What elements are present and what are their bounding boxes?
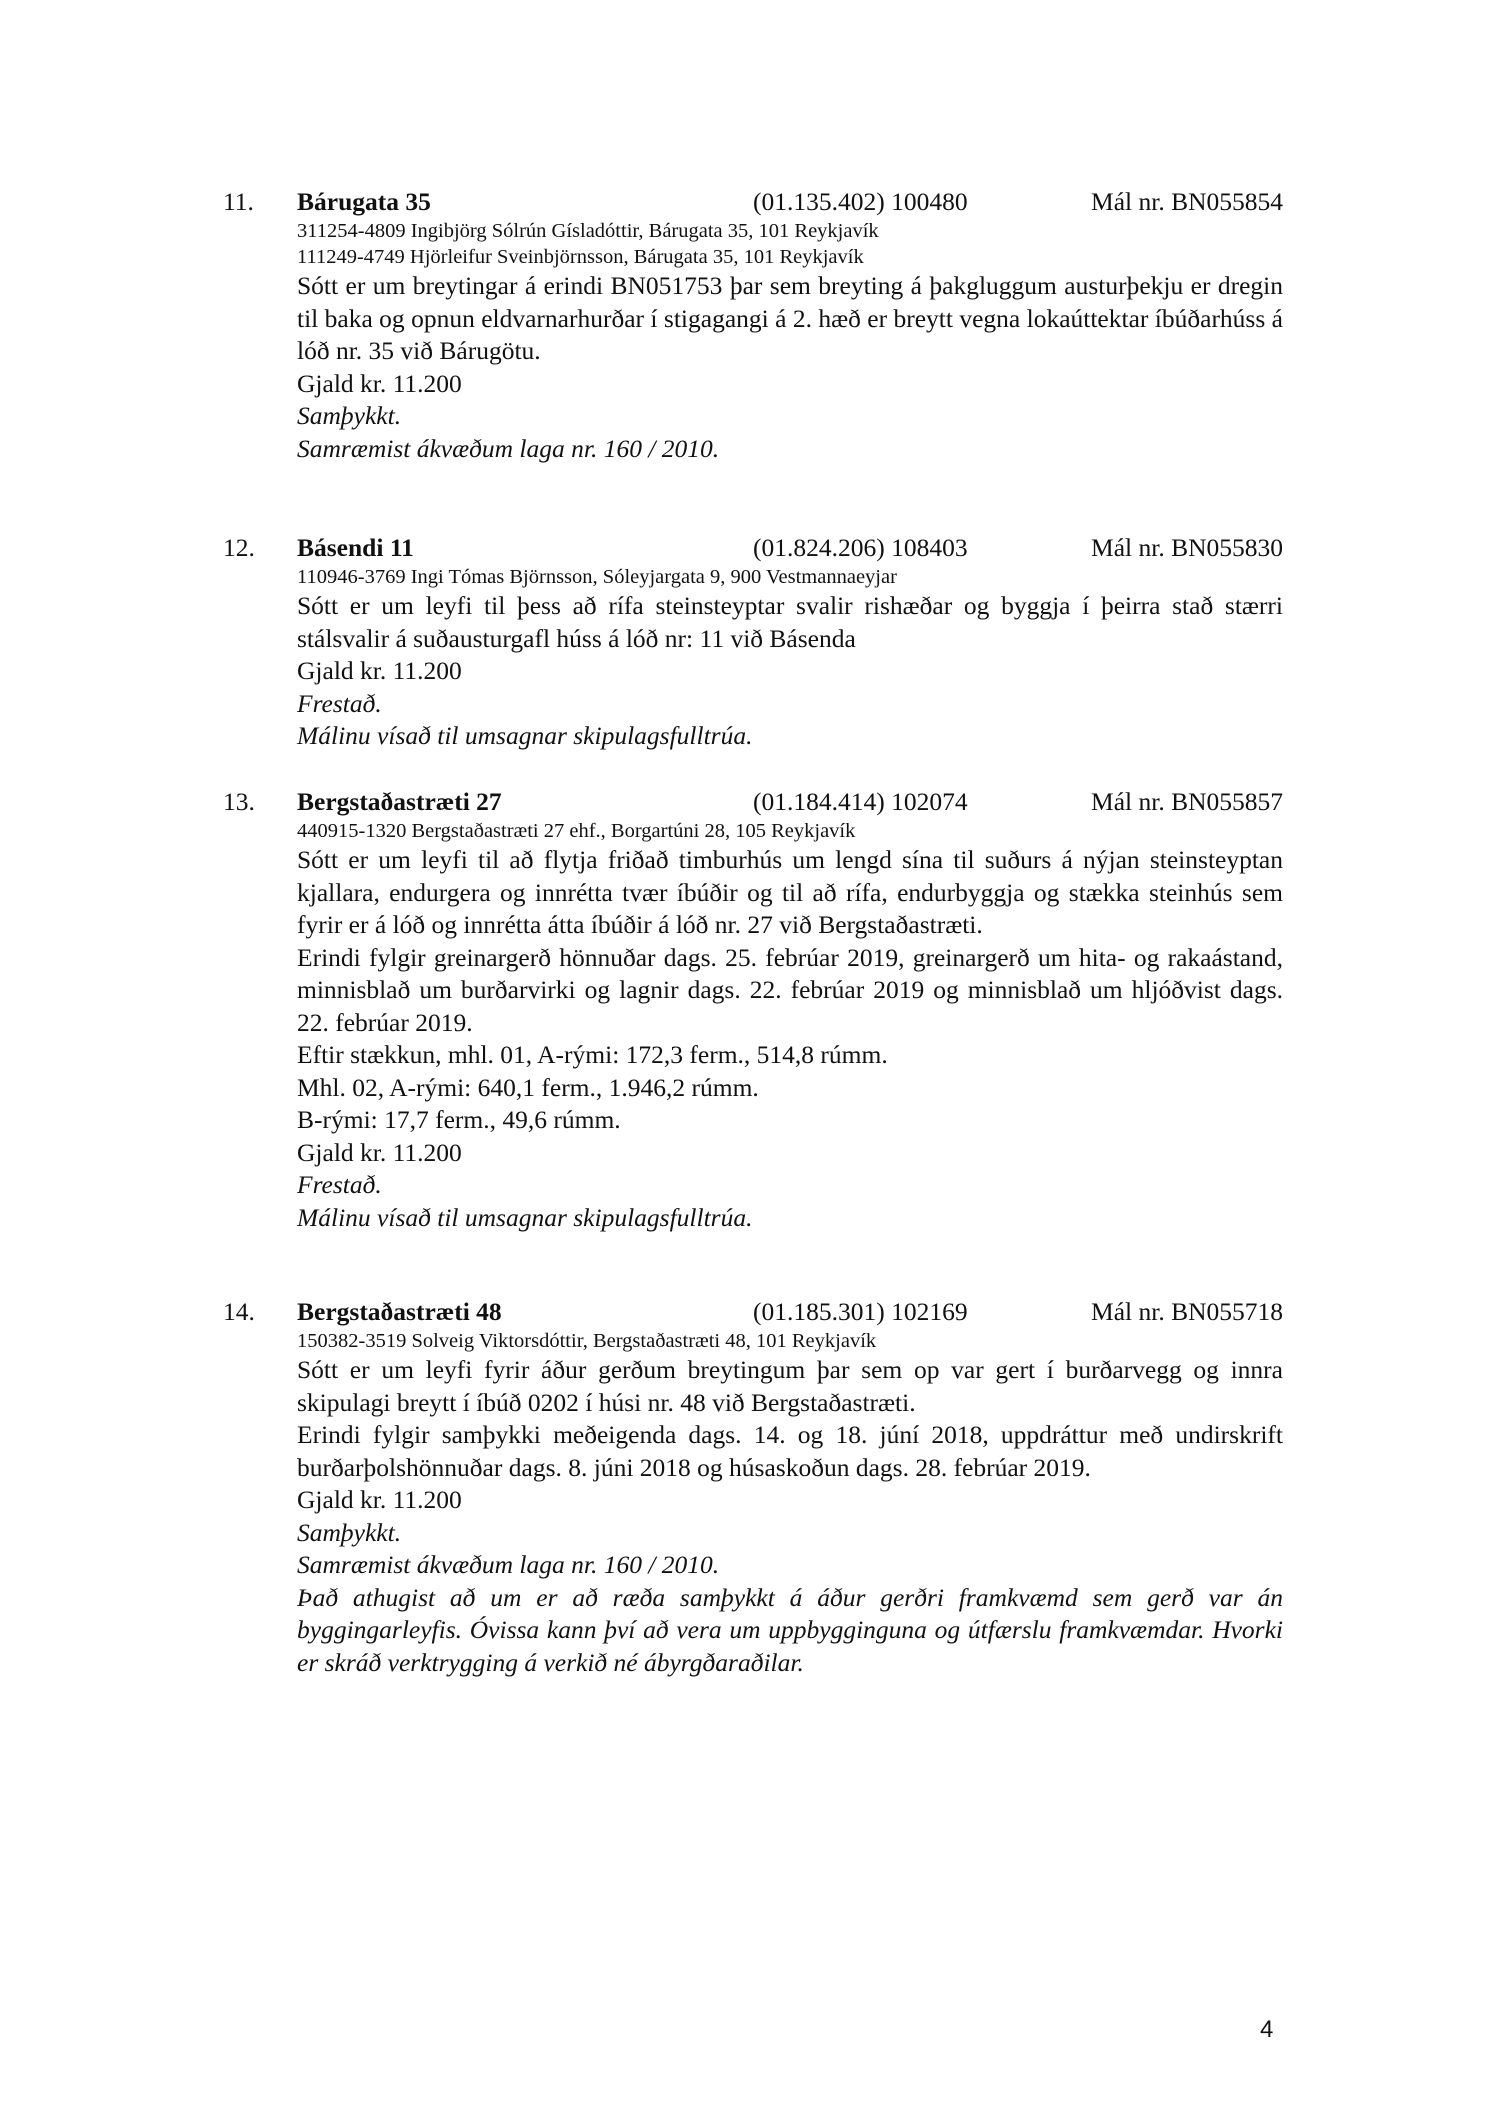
item-description: Sótt er um leyfi til að flytja friðað timburhús um lengd sína til suðurs á nýjan steinsteyptan kjallara, endurgera og innrétta tvær íbúðir og til að rífa, endurbyggja og stækka steinhús sem fyrir er á lóð og innrétta átta íbúðir á lóð nr. 27 við Bergstaðastræti.	[297, 845, 1283, 939]
item-law-reference: Samræmist ákvæðum laga nr. 160 / 2010.	[297, 1550, 720, 1579]
item-body	[297, 564, 1283, 753]
item-decision: Frestað.	[297, 1170, 382, 1199]
item-address: Bergstaðastræti 27	[297, 787, 502, 816]
item-decision: Samþykkt.	[297, 401, 402, 430]
item-area-line: Eftir stækkun, mhl. 01, A-rými: 172,3 ferm., 514,8 rúmm.	[297, 1040, 888, 1069]
item-reference: (01.184.414) 102074	[753, 787, 968, 816]
item-reference: (01.135.402) 100480	[753, 187, 968, 216]
item-note: Málinu vísað til umsagnar skipulagsfulltrúa.	[297, 1202, 753, 1232]
item-number: 14.	[223, 1297, 255, 1326]
item-case-number: Mál nr. BN055857	[1091, 787, 1283, 816]
item-case-number: Mál nr. BN055854	[1091, 187, 1283, 216]
item-area-line: B-rými: 17,7 ferm., 49,6 rúmm.	[297, 1105, 621, 1134]
owner-line: 111249-4749 Hjörleifur Sveinbjörnsson, Bárugata 35, 101 Reykjavík	[297, 246, 864, 268]
item-description: Sótt er um breytingar á erindi BN051753 þar sem breyting á þakgluggum austurþekju er dregin til baka og opnun eldvarnarhurðar í stigagangi á 2. hæð er breytt vegna lokaúttektar íbúðarhúss á lóð nr. 35 við Bárugötu.	[297, 271, 1283, 365]
item-fee: Gjald kr. 11.200	[297, 656, 462, 685]
item-address: Bergstaðastræti 48	[297, 1297, 502, 1326]
item-decision: Samþykkt.	[297, 1517, 402, 1547]
owner-line: 150382-3519 Solveig Viktorsdóttir, Bergstaðastræti 48, 101 Reykjavík	[297, 1330, 877, 1352]
item-address: Bárugata 35	[297, 187, 431, 216]
item-attachments: Erindi fylgir samþykki meðeigenda dags. 14. og 18. júní 2018, uppdráttur með undirskrift burðarþolshönnuðar dags. 8. júni 2018 og húsaskoðun dags. 28. febrúar 2019.	[297, 1420, 1283, 1482]
item-remark: Það athugist að um er að ræða samþykkt á áður gerðri framkvæmd sem gerð var án byggingarleyfis. Óvissa kann því að vera um uppbygginguna og útfærslu framkvæmdar. Hvorki er skráð verktrygging á verkið né ábyrgðaraðilar.	[297, 1582, 1283, 1677]
item-header	[297, 1295, 1283, 1328]
item-fee: Gjald kr. 11.200	[297, 1485, 462, 1514]
item-area-line: Mhl. 02, A-rými: 640,1 ferm., 1.946,2 rúmm.	[297, 1072, 759, 1102]
page-number: 4	[1260, 2016, 1274, 2043]
item-fee: Gjald kr. 11.200	[297, 368, 462, 398]
item-header	[297, 785, 1283, 818]
item-number: 13.	[223, 787, 255, 816]
item-address: Básendi 11	[297, 533, 414, 562]
owner-line: 311254-4809 Ingibjörg Sólrún Gísladóttir, Bárugata 35, 101 Reykjavík	[297, 220, 879, 242]
item-note: Málinu vísað til umsagnar skipulagsfulltrúa.	[297, 721, 753, 750]
item-body	[297, 818, 1283, 1234]
item-number: 12.	[223, 533, 255, 562]
item-body	[297, 218, 1283, 465]
item-law-reference: Samræmist ákvæðum laga nr. 160 / 2010.	[297, 433, 720, 463]
item-header	[297, 185, 1283, 218]
item-case-number: Mál nr. BN055718	[1091, 1297, 1283, 1326]
item-header	[297, 531, 1283, 564]
item-attachments: Erindi fylgir greinargerð hönnuðar dags. 25. febrúar 2019, greinargerð um hita- og rakaástand, minnisblað um burðarvirki og lagnir dags. 22. febrúar 2019 og minnisblað um hljóðvist dags. 22. febrúar 2019.	[297, 942, 1283, 1037]
item-number: 11.	[223, 187, 254, 216]
item-description: Sótt er um leyfi til þess að rífa steinsteyptar svalir rishæðar og byggja í þeirra stað stærri stálsvalir á suðausturgafl húss á lóð nr: 11 við Básenda	[297, 591, 1283, 653]
item-reference: (01.185.301) 102169	[753, 1297, 968, 1326]
item-reference: (01.824.206) 108403	[753, 533, 968, 562]
item-body	[297, 1328, 1283, 1679]
owner-line: 440915-1320 Bergstaðastræti 27 ehf., Borgartúni 28, 105 Reykjavík	[297, 820, 856, 842]
item-description: Sótt er um leyfi fyrir áður gerðum breytingum þar sem op var gert í burðarvegg og innra skipulagi breytt í íbúð 0202 í húsi nr. 48 við Bergstaðastræti.	[297, 1355, 1283, 1417]
item-decision: Frestað.	[297, 688, 382, 718]
item-case-number: Mál nr. BN055830	[1091, 533, 1283, 562]
item-fee: Gjald kr. 11.200	[297, 1137, 462, 1167]
owner-line: 110946-3769 Ingi Tómas Björnsson, Sóleyjargata 9, 900 Vestmannaeyjar	[297, 566, 897, 588]
